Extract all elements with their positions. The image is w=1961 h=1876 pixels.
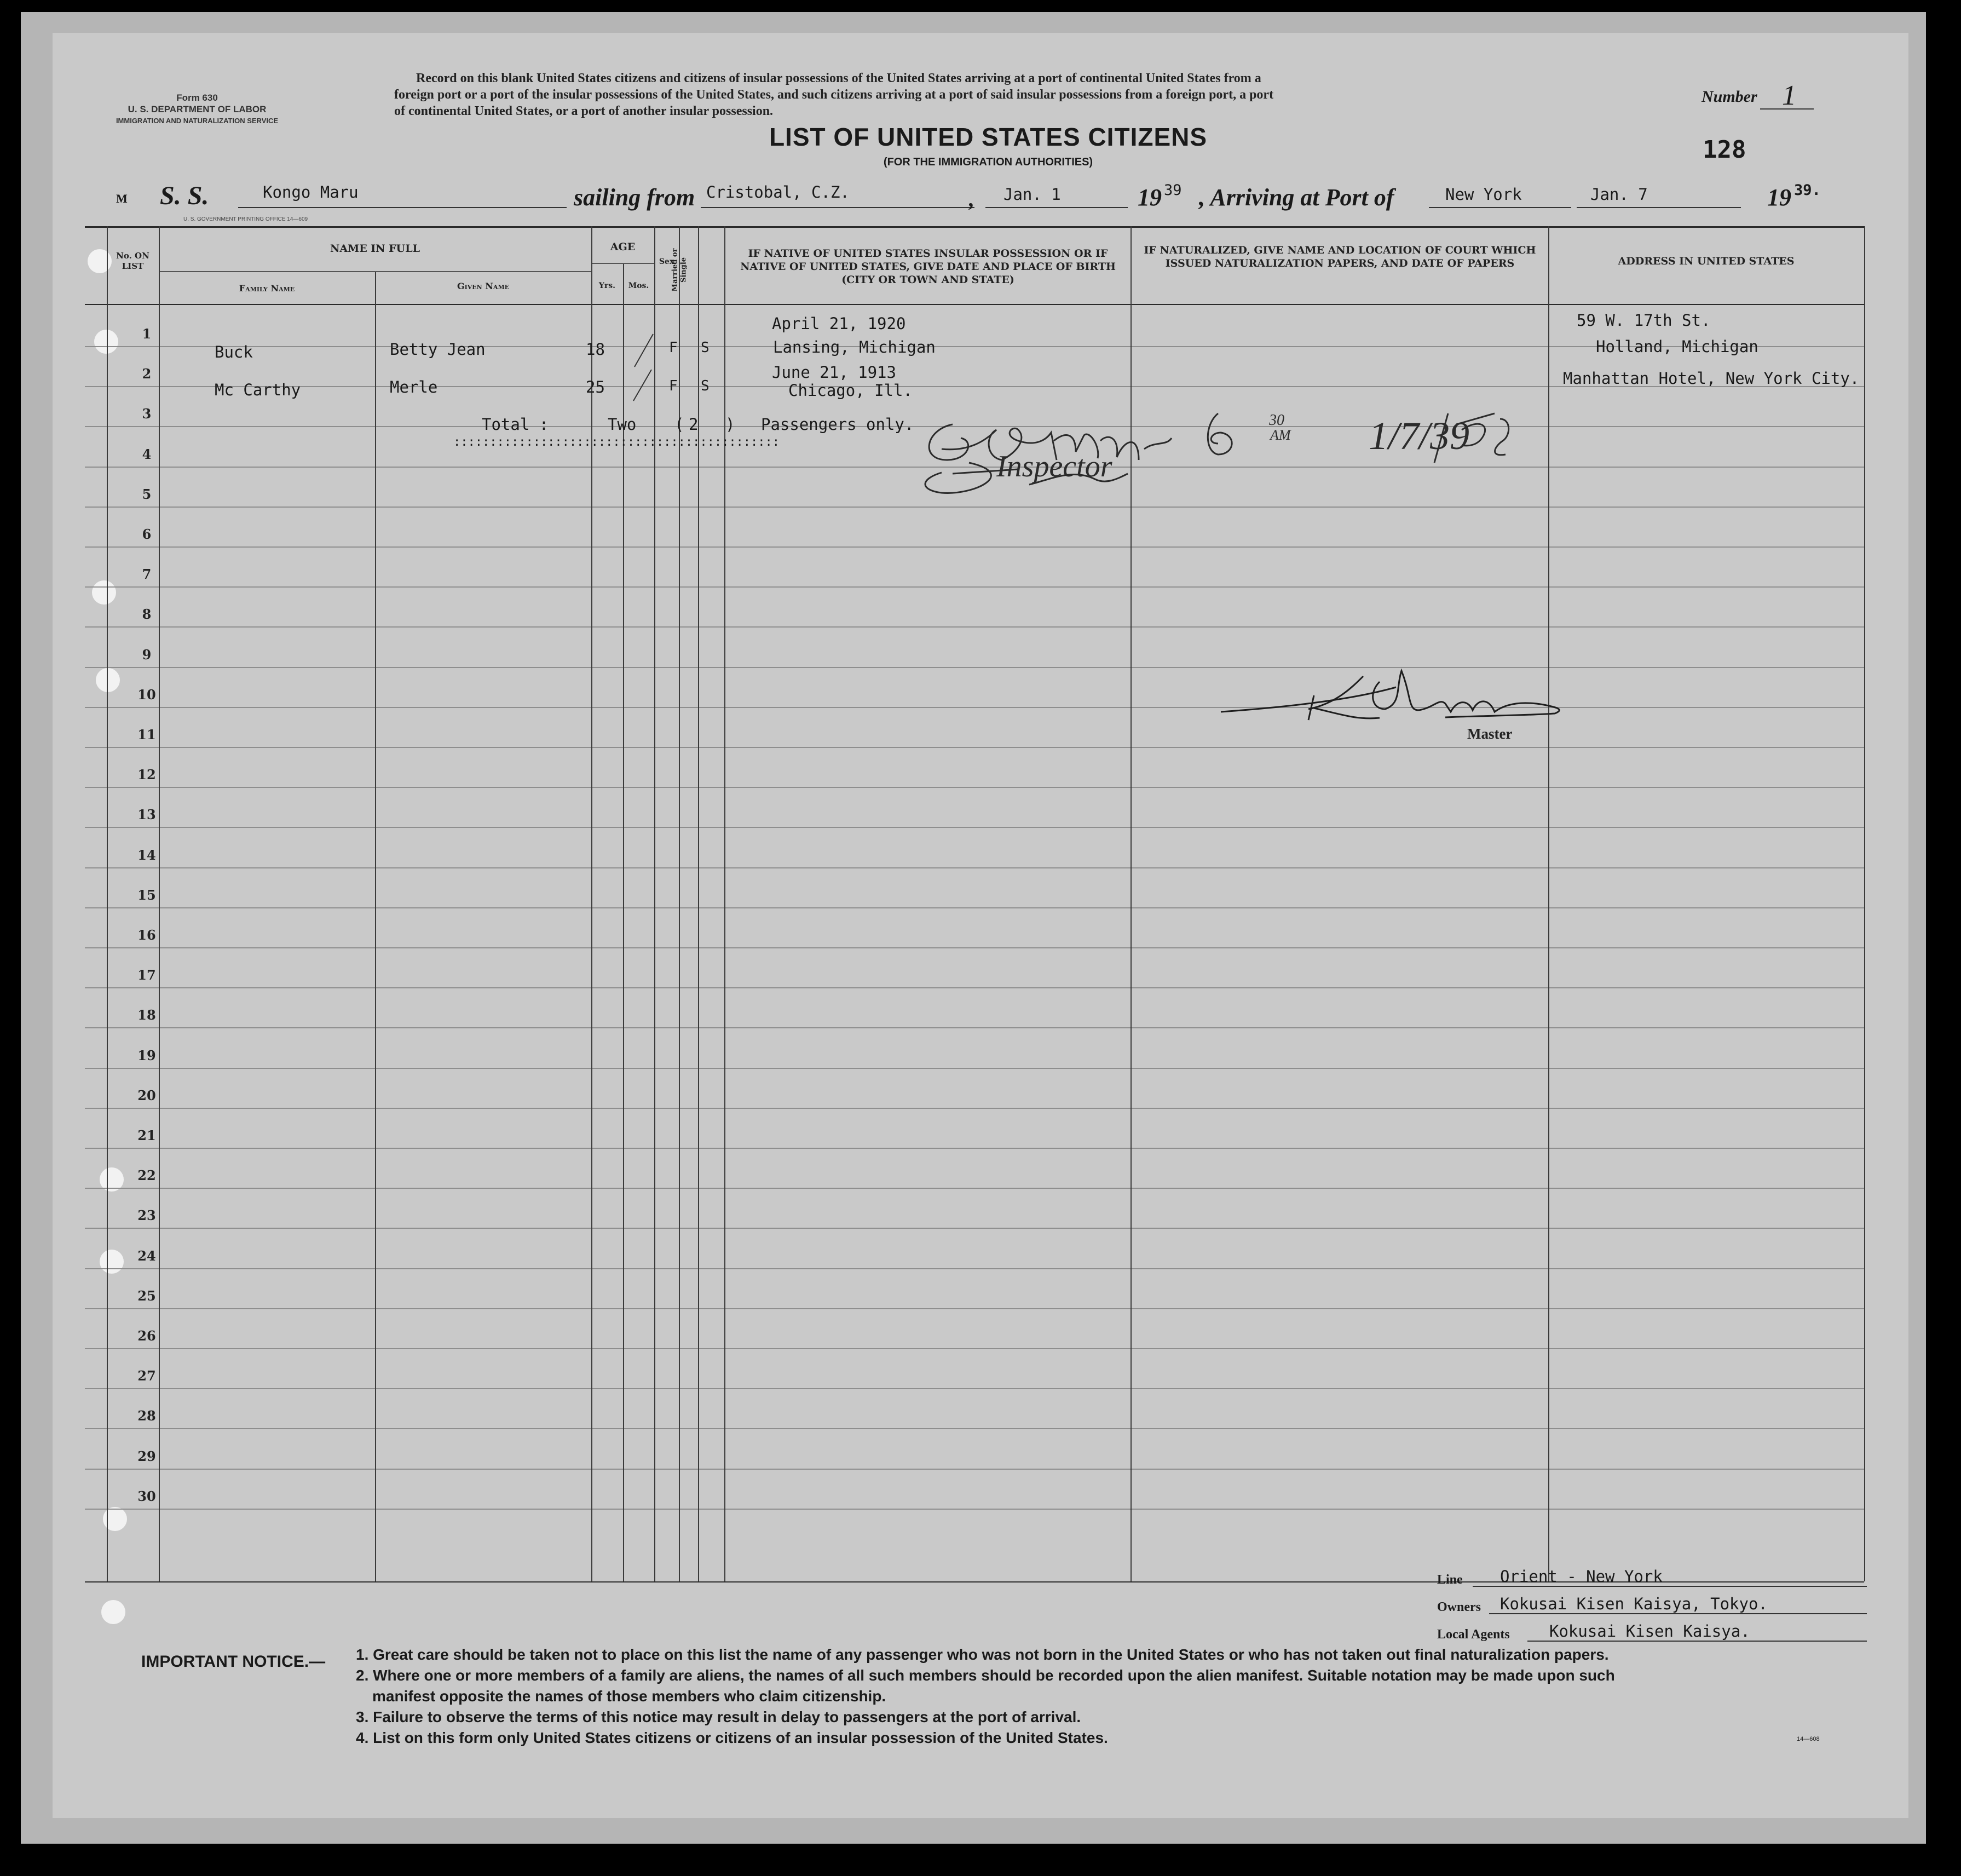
instructions-line: Record on this blank United States citizens and citizens of insular possessions of the United States arriving at a port of continental United States from a bbox=[416, 71, 1261, 85]
tick-marks bbox=[627, 329, 660, 405]
inspector-time-sup: 30 bbox=[1269, 412, 1284, 429]
arrival-year: 39. bbox=[1794, 182, 1821, 199]
row-line bbox=[85, 507, 1864, 508]
arriving-label: , Arriving at Port of bbox=[1199, 184, 1394, 211]
notice-item: 1. Great care should be taken not to place on this list the name of any passenger who was not born in the United States or who has not taken out final naturalization papers. bbox=[356, 1646, 1609, 1663]
header-bottom-border bbox=[85, 304, 1864, 305]
column-line bbox=[623, 264, 624, 1581]
row-number: 23 bbox=[137, 1207, 156, 1223]
header-mos: Mos. bbox=[628, 281, 649, 290]
row-line bbox=[85, 907, 1864, 908]
time-figure bbox=[1208, 413, 1232, 454]
stamp-number: 128 bbox=[1703, 136, 1746, 164]
line-underline bbox=[1473, 1586, 1867, 1587]
row-line bbox=[85, 1148, 1864, 1149]
column-line bbox=[107, 226, 108, 1581]
departure-year: 39 bbox=[1164, 182, 1182, 199]
owners-label: Owners bbox=[1437, 1600, 1481, 1614]
master-label: Master bbox=[1467, 726, 1513, 742]
birth-date-cell: April 21, 1920 bbox=[772, 314, 906, 333]
row-line bbox=[85, 947, 1864, 948]
header-no-on-list: No. ON LIST bbox=[116, 251, 149, 271]
sailing-label: sailing from bbox=[574, 184, 695, 211]
row-line bbox=[85, 1268, 1864, 1269]
printing-office: U. S. GOVERNMENT PRINTING OFFICE 14—609 bbox=[183, 216, 308, 222]
line-value: Orient - New York bbox=[1500, 1567, 1663, 1586]
row-number: 30 bbox=[137, 1488, 156, 1504]
row-line bbox=[85, 987, 1864, 988]
birth-place-cell: Lansing, Michigan bbox=[773, 338, 936, 356]
row-number: 21 bbox=[137, 1127, 156, 1143]
comma: , bbox=[969, 187, 974, 211]
row-line bbox=[85, 1308, 1864, 1309]
row-number: 27 bbox=[137, 1368, 156, 1384]
manifest-sheet bbox=[53, 33, 1908, 1818]
instructions-line: of continental United States, or a port of another insular possession. bbox=[394, 104, 774, 118]
column-line bbox=[1864, 226, 1865, 1581]
arrival-port: New York bbox=[1445, 185, 1522, 204]
row-number: 7 bbox=[142, 566, 152, 582]
header-naturalized: IF NATURALIZED, GIVE NAME AND LOCATION OF COURT WHICH ISSUED NATURALIZATION PAPERS, AND DATE OF PAPERS bbox=[1144, 244, 1536, 269]
birth-date-cell: June 21, 1913 bbox=[772, 363, 896, 382]
header-yrs: Yrs. bbox=[598, 281, 616, 290]
row-number: 28 bbox=[137, 1408, 156, 1424]
row-line bbox=[85, 1108, 1864, 1109]
row-number: 13 bbox=[137, 807, 156, 822]
agents-underline bbox=[1527, 1641, 1867, 1642]
row-number: 2 bbox=[142, 366, 152, 382]
total-count-word: Two bbox=[608, 415, 637, 434]
agents-label: Local Agents bbox=[1437, 1627, 1510, 1642]
header-family-name: Family Name bbox=[239, 283, 295, 294]
header-name-in-full: NAME IN FULL bbox=[330, 243, 420, 255]
row-number: 18 bbox=[137, 1007, 156, 1023]
year-prefix: 19 bbox=[1138, 184, 1162, 211]
arrival-port-underline bbox=[1429, 207, 1571, 208]
row-number: 29 bbox=[137, 1448, 156, 1464]
department: U. S. DEPARTMENT OF LABOR bbox=[128, 104, 267, 114]
row-number: 16 bbox=[137, 927, 156, 943]
total-suffix: Passengers only. bbox=[761, 415, 914, 434]
punch-hole bbox=[100, 1250, 124, 1274]
row-number: 26 bbox=[137, 1328, 156, 1344]
row-number: 10 bbox=[137, 687, 156, 703]
owners-underline bbox=[1489, 1613, 1867, 1614]
number-label: Number bbox=[1702, 88, 1757, 106]
inspector-time-sub: AM bbox=[1270, 427, 1291, 443]
row-line bbox=[85, 1509, 1864, 1510]
punch-hole bbox=[101, 1600, 125, 1624]
row-number: 11 bbox=[137, 727, 156, 743]
given-name-cell: Merle bbox=[390, 378, 438, 396]
notice-code: 14—608 bbox=[1797, 1736, 1820, 1742]
row-number: 19 bbox=[137, 1048, 156, 1063]
marital-cell: S bbox=[701, 378, 710, 394]
address-line2-cell: Holland, Michigan bbox=[1596, 337, 1758, 356]
row-number: 15 bbox=[137, 887, 156, 903]
total-open-paren: ( bbox=[674, 415, 684, 434]
row-number: 6 bbox=[142, 526, 152, 542]
notice-item: manifest opposite the names of those members who claim citizenship. bbox=[372, 1688, 886, 1705]
row-number: 17 bbox=[137, 967, 156, 983]
header-married-single: Married or Single bbox=[671, 248, 688, 292]
age-cell: 25 bbox=[586, 378, 605, 396]
ss-label: S. S. bbox=[160, 181, 209, 210]
page-title: LIST OF UNITED STATES CITIZENS bbox=[769, 123, 1208, 151]
row-line bbox=[85, 586, 1864, 588]
header-given-name: Given Name bbox=[457, 281, 510, 291]
total-label: Total : bbox=[482, 415, 549, 434]
row-number: 12 bbox=[137, 767, 156, 782]
agents-value: Kokusai Kisen Kaisya. bbox=[1549, 1622, 1750, 1641]
year-prefix: 19 bbox=[1767, 184, 1791, 211]
master-signature bbox=[1215, 665, 1610, 731]
owners-value: Kokusai Kisen Kaisya, Tokyo. bbox=[1500, 1595, 1768, 1613]
header-address: ADDRESS IN UNITED STATES bbox=[1618, 255, 1795, 267]
total-dots: ::::::::::::::::::::::::::::::::::::::::::::: bbox=[453, 435, 780, 449]
departure-port: Cristobal, C.Z. bbox=[706, 183, 850, 202]
punch-hole bbox=[94, 330, 118, 354]
row-line bbox=[85, 867, 1864, 868]
page-subtitle: (FOR THE IMMIGRATION AUTHORITIES) bbox=[883, 156, 1093, 168]
total-count-number: 2 bbox=[689, 415, 699, 434]
tick-mark bbox=[635, 334, 653, 367]
departure-date: Jan. 1 bbox=[1003, 185, 1061, 204]
notice-item: 2. Where one or more members of a family are aliens, the names of all such members should be recorded upon the alien manifest. Suitable notation may be made upon such bbox=[356, 1667, 1615, 1684]
inspector-title: Inspector bbox=[996, 450, 1112, 484]
row-number: 5 bbox=[142, 486, 152, 502]
family-name-cell: Buck bbox=[215, 343, 253, 361]
row-line bbox=[85, 1228, 1864, 1229]
row-line bbox=[85, 1188, 1864, 1189]
tick-mark bbox=[633, 370, 651, 401]
column-line bbox=[654, 226, 655, 1581]
row-number: 14 bbox=[137, 847, 156, 863]
row-line bbox=[85, 1388, 1864, 1389]
row-number: 8 bbox=[142, 606, 152, 622]
punch-hole bbox=[92, 580, 116, 605]
row-line bbox=[85, 1027, 1864, 1028]
row-line bbox=[85, 827, 1864, 828]
row-line bbox=[85, 747, 1864, 748]
column-line bbox=[375, 272, 376, 1581]
column-line bbox=[1548, 226, 1549, 1581]
age-cell: 18 bbox=[586, 340, 605, 359]
punch-hole bbox=[96, 668, 120, 692]
total-close-paren: ) bbox=[725, 415, 735, 434]
departure-port-underline bbox=[701, 207, 974, 208]
departure-date-underline bbox=[985, 207, 1128, 208]
table-top-border bbox=[85, 226, 1864, 228]
row-line bbox=[85, 1068, 1864, 1069]
notice-item: 3. Failure to observe the terms of this notice may result in delay to passengers at the port of arrival. bbox=[356, 1708, 1081, 1725]
header-age: AGE bbox=[610, 241, 636, 253]
row-number: 25 bbox=[137, 1288, 156, 1304]
ship-underline bbox=[238, 207, 567, 208]
row-line bbox=[85, 787, 1864, 788]
inspector-date: 1/7/39 bbox=[1369, 414, 1470, 458]
row-line bbox=[85, 1348, 1864, 1349]
marital-cell: S bbox=[701, 339, 710, 356]
notice-body bbox=[356, 1644, 1615, 1748]
number-value: 1 bbox=[1782, 80, 1796, 111]
punch-hole bbox=[88, 249, 112, 273]
arrival-date: Jan. 7 bbox=[1590, 185, 1648, 204]
row-number: 3 bbox=[142, 406, 152, 422]
sex-cell: F bbox=[669, 378, 678, 394]
form-number: Form 630 bbox=[176, 93, 218, 103]
row-number: 9 bbox=[142, 647, 152, 663]
sex-cell: F bbox=[669, 339, 678, 356]
row-number: 20 bbox=[137, 1087, 156, 1103]
service: IMMIGRATION AND NATURALIZATION SERVICE bbox=[116, 117, 279, 125]
instructions bbox=[394, 70, 1610, 119]
form-id-block bbox=[115, 92, 279, 126]
row-line bbox=[85, 1469, 1864, 1470]
voyage-prefix: M bbox=[116, 192, 128, 205]
notice-item: 4. List on this form only United States citizens or citizens of an insular possession of the United States. bbox=[356, 1729, 1108, 1746]
header-sex: Sex bbox=[659, 257, 674, 266]
column-line bbox=[591, 226, 592, 1581]
arrival-date-underline bbox=[1577, 207, 1741, 208]
row-number: 24 bbox=[137, 1248, 156, 1264]
address-line1-cell: Manhattan Hotel, New York City. bbox=[1563, 369, 1860, 388]
notice-heading: IMPORTANT NOTICE.— bbox=[141, 1653, 326, 1671]
row-number: 22 bbox=[137, 1167, 156, 1183]
instructions-line: foreign port or a port of the insular possessions of the United States, and such citizens arriving at a port of said insular possessions from a foreign port, a port bbox=[394, 88, 1274, 102]
row-number: 1 bbox=[142, 326, 152, 342]
family-name-cell: Mc Carthy bbox=[215, 381, 301, 399]
row-line bbox=[85, 546, 1864, 548]
row-line bbox=[85, 626, 1864, 628]
birth-place-cell: Chicago, Ill. bbox=[788, 381, 913, 400]
header-native: IF NATIVE OF UNITED STATES INSULAR POSSESSION OR IF NATIVE OF UNITED STATES, GIVE DATE AND PLACE OF BIRTH (CITY OR TOWN AND STATE) bbox=[740, 248, 1116, 286]
line-label: Line bbox=[1437, 1573, 1463, 1587]
ship-name: Kongo Maru bbox=[263, 183, 359, 202]
row-number: 4 bbox=[142, 446, 152, 462]
given-name-cell: Betty Jean bbox=[390, 340, 486, 359]
row-line bbox=[85, 1428, 1864, 1429]
address-line1-cell: 59 W. 17th St. bbox=[1577, 311, 1711, 330]
